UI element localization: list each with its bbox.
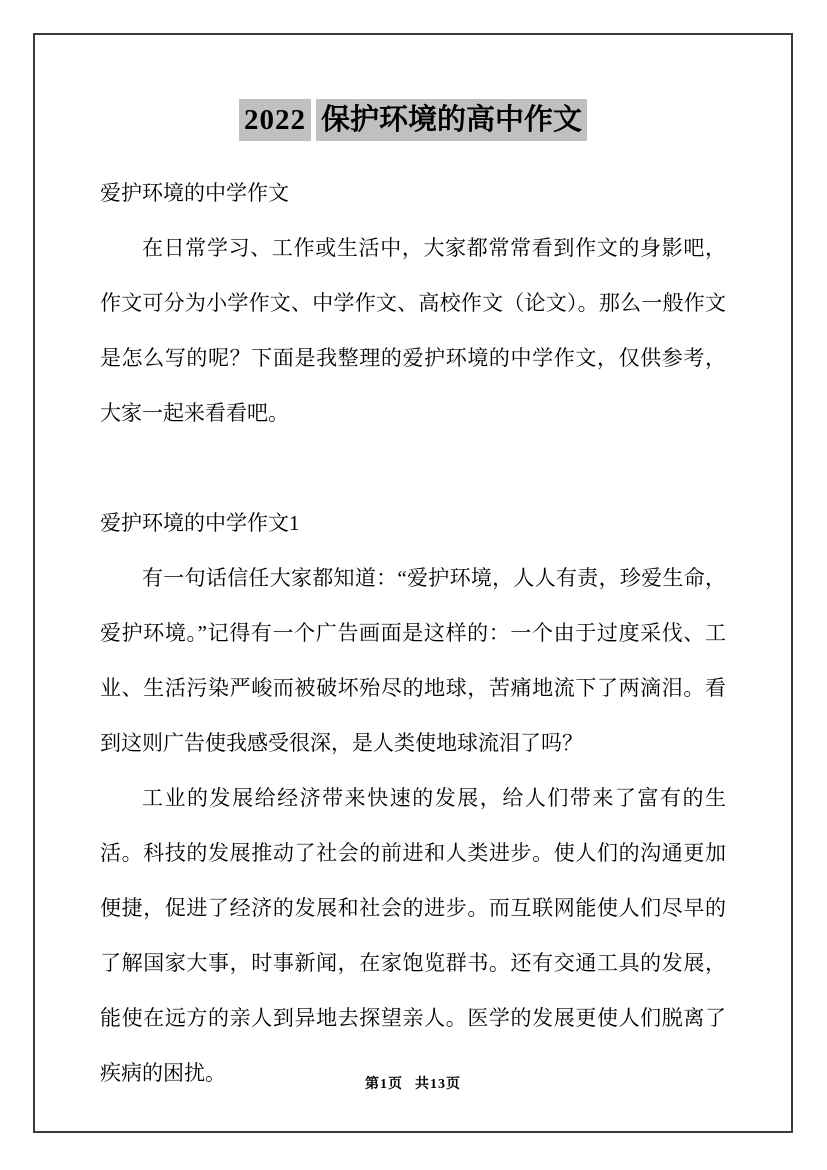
document-page (33, 33, 793, 1133)
paragraph-body-2: 工业的发展给经济带来快速的发展，给人们带来了富有的生活。科技的发展推动了社会的前进和人类进步。使人们的沟通更加便捷，促进了经济的发展和社会的进步。而互联网能使人们尽早的了解国家大事，时事新闻，在家饱览群书。还有交通工具的发展，能使在远方的亲人到异地去探望亲人。医学的发展更使人们脱离了疾病的困扰。 (100, 786, 726, 1085)
document-title (100, 99, 726, 141)
title-text-prefix: 2022 (239, 99, 311, 141)
document-body (100, 166, 726, 1101)
page-footer (35, 1073, 791, 1093)
paragraph-subtitle: 爱护环境的中学作文 (100, 181, 289, 205)
paragraph-intro: 在日常学习、工作或生活中，大家都常常看到作文的身影吧，作文可分为小学作文、中学作文、高校作文（论文）。那么一般作文是怎么写的呢？下面是我整理的爱护环境的中学作文，仅供参考，大家一起来看看吧。 (100, 236, 726, 425)
paragraph-body-1: 有一句话信任大家都知道：“爱护环境，人人有责，珍爱生命，爱护环境。”记得有一个广告画面是这样的：一个由于过度采伐、工业、生活污染严峻而被破坏殆尽的地球，苦痛地流下了两滴泪。看到这则广告使我感受很深，是人类使地球流泪了吗？ (100, 566, 726, 755)
paragraph-section-heading: 爱护环境的中学作文1 (100, 511, 300, 535)
total-pages-indicator: 共13页 (415, 1077, 461, 1092)
current-page-indicator: 第1页 (365, 1077, 403, 1092)
title-text-main: 保护环境的高中作文 (316, 99, 587, 141)
